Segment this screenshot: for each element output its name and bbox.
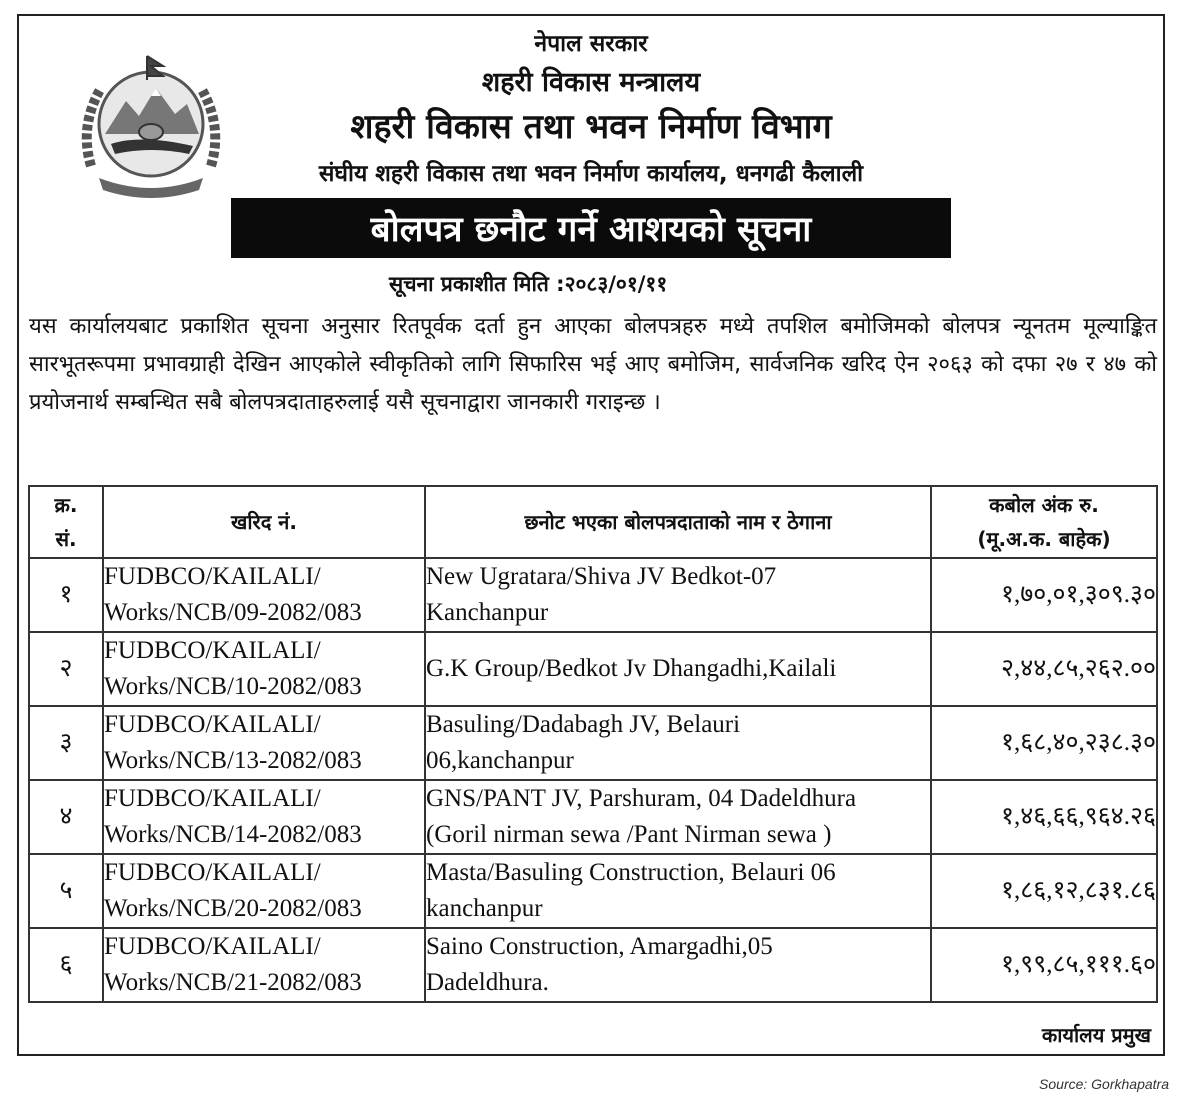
header-procurement-no: खरिद नं. [103,486,425,558]
bidder-line: Saino Construction, Amargadhi,05 [426,933,773,960]
procurement-line: Works/NCB/14-2082/083 [104,821,362,848]
government-name: नेपाल सरकार [534,31,648,57]
procurement-line: Works/NCB/09-2082/083 [104,599,362,626]
serial-cell: ३ [29,706,103,780]
bidder-line: 06,kanchanpur [426,747,574,774]
amount-cell: १,४६,६६,९६४.२६ [931,780,1157,854]
office-chief-signature: कार्यालय प्रमुख [1041,1023,1151,1047]
bidder-line: New Ugratara/Shiva JV Bedkot-07 [426,563,777,590]
notice-title-banner: बोलपत्र छनौट गर्ने आशयको सूचना [231,198,951,258]
procurement-cell [103,632,425,706]
notice-frame [17,14,1165,1056]
procurement-cell [103,558,425,632]
amount-cell: १,९९,८५,१११.६० [931,928,1157,1002]
publish-date: सूचना प्रकाशीत मिति :२०८३/०१/११ [389,272,668,296]
procurement-line: FUDBCO/KAILALI/ [104,563,321,590]
procurement-cell [103,928,425,1002]
procurement-cell [103,780,425,854]
bidder-cell [425,706,931,780]
bidder-line: (Goril nirman sewa /Pant Nirman sewa ) [426,821,832,848]
bidder-cell [425,780,931,854]
bidder-cell [425,632,931,706]
procurement-line: FUDBCO/KAILALI/ [104,637,321,664]
amount-cell: १,८६,१२,८३१.८६ [931,854,1157,928]
procurement-cell [103,706,425,780]
bidder-line: Kanchanpur [426,599,549,626]
table-row [29,558,1157,632]
header-serial-line1: क्र. [54,493,78,517]
procurement-line: Works/NCB/10-2082/083 [104,673,362,700]
bidder-cell [425,928,931,1002]
serial-cell: ४ [29,780,103,854]
table-row [29,632,1157,706]
procurement-line: FUDBCO/KAILALI/ [104,785,321,812]
serial-cell: ६ [29,928,103,1002]
ministry-name: शहरी विकास मन्त्रालय [481,67,701,98]
bidder-cell [425,854,931,928]
department-name: शहरी विकास तथा भवन निर्माण विभाग [350,107,832,147]
serial-cell: २ [29,632,103,706]
header-serial-line2: सं. [55,527,77,551]
table-row [29,854,1157,928]
header-amount-line1: कबोल अंक रु. [989,493,1099,517]
header-amount-line2: (मू.अ.क. बाहेक) [977,527,1111,551]
award-table [28,485,1158,1003]
table-row [29,928,1157,1002]
header-serial [29,486,103,558]
bidder-cell [425,558,931,632]
notice-body-text: यस कार्यालयबाट प्रकाशित सूचना अनुसार रितपूर्वक दर्ता हुन आएका बोलपत्रहरु मध्ये तपशिल बमोजिमको बोलपत्र न्यूनतम मूल्याङ्कित सारभूतरूपमा प्रभावग्राही देखिन आएकोले स्वीकृतिको लागि सिफारिस भई आए बमोजिम, सार्वजनिक खरिद ऐन २०६३ को दफा २७ र ४७ को प्रयोजनार्थ सम्बन्धित सबै बोलपत्रदाताहरुलाई यसै सूचनाद्वारा जानकारी गराइन्छ । [29,314,1157,415]
office-name: संघीय शहरी विकास तथा भवन निर्माण कार्यालय, धनगढी कैलाली [318,161,864,187]
amount-cell: २,४४,८५,२६२.०० [931,632,1157,706]
procurement-line: Works/NCB/20-2082/083 [104,895,362,922]
procurement-line: FUDBCO/KAILALI/ [104,933,321,960]
table-header-row [29,486,1157,558]
header-bidder: छनोट भएका बोलपत्रदाताको नाम र ठेगाना [425,486,931,558]
procurement-line: FUDBCO/KAILALI/ [104,711,321,738]
header-amount [931,486,1157,558]
bidder-line: Basuling/Dadabagh JV, Belauri [426,711,741,738]
amount-cell: १,७०,०१,३०९.३० [931,558,1157,632]
procurement-line: Works/NCB/21-2082/083 [104,969,362,996]
bidder-line: Masta/Basuling Construction, Belauri 06 [426,859,836,886]
bidder-line: kanchanpur [426,895,543,922]
table-row [29,780,1157,854]
source-credit: Source: Gorkhapatra [1039,1076,1169,1092]
serial-cell: ५ [29,854,103,928]
procurement-line: FUDBCO/KAILALI/ [104,859,321,886]
bidder-line: GNS/PANT JV, Parshuram, 04 Dadeldhura [426,785,857,812]
bidder-line: Dadeldhura. [426,969,549,996]
procurement-line: Works/NCB/13-2082/083 [104,747,362,774]
amount-cell: १,६८,४०,२३८.३० [931,706,1157,780]
procurement-cell [103,854,425,928]
serial-cell: १ [29,558,103,632]
table-row [29,706,1157,780]
bidder-line: G.K Group/Bedkot Jv Dhangadhi,Kailali [426,655,837,682]
